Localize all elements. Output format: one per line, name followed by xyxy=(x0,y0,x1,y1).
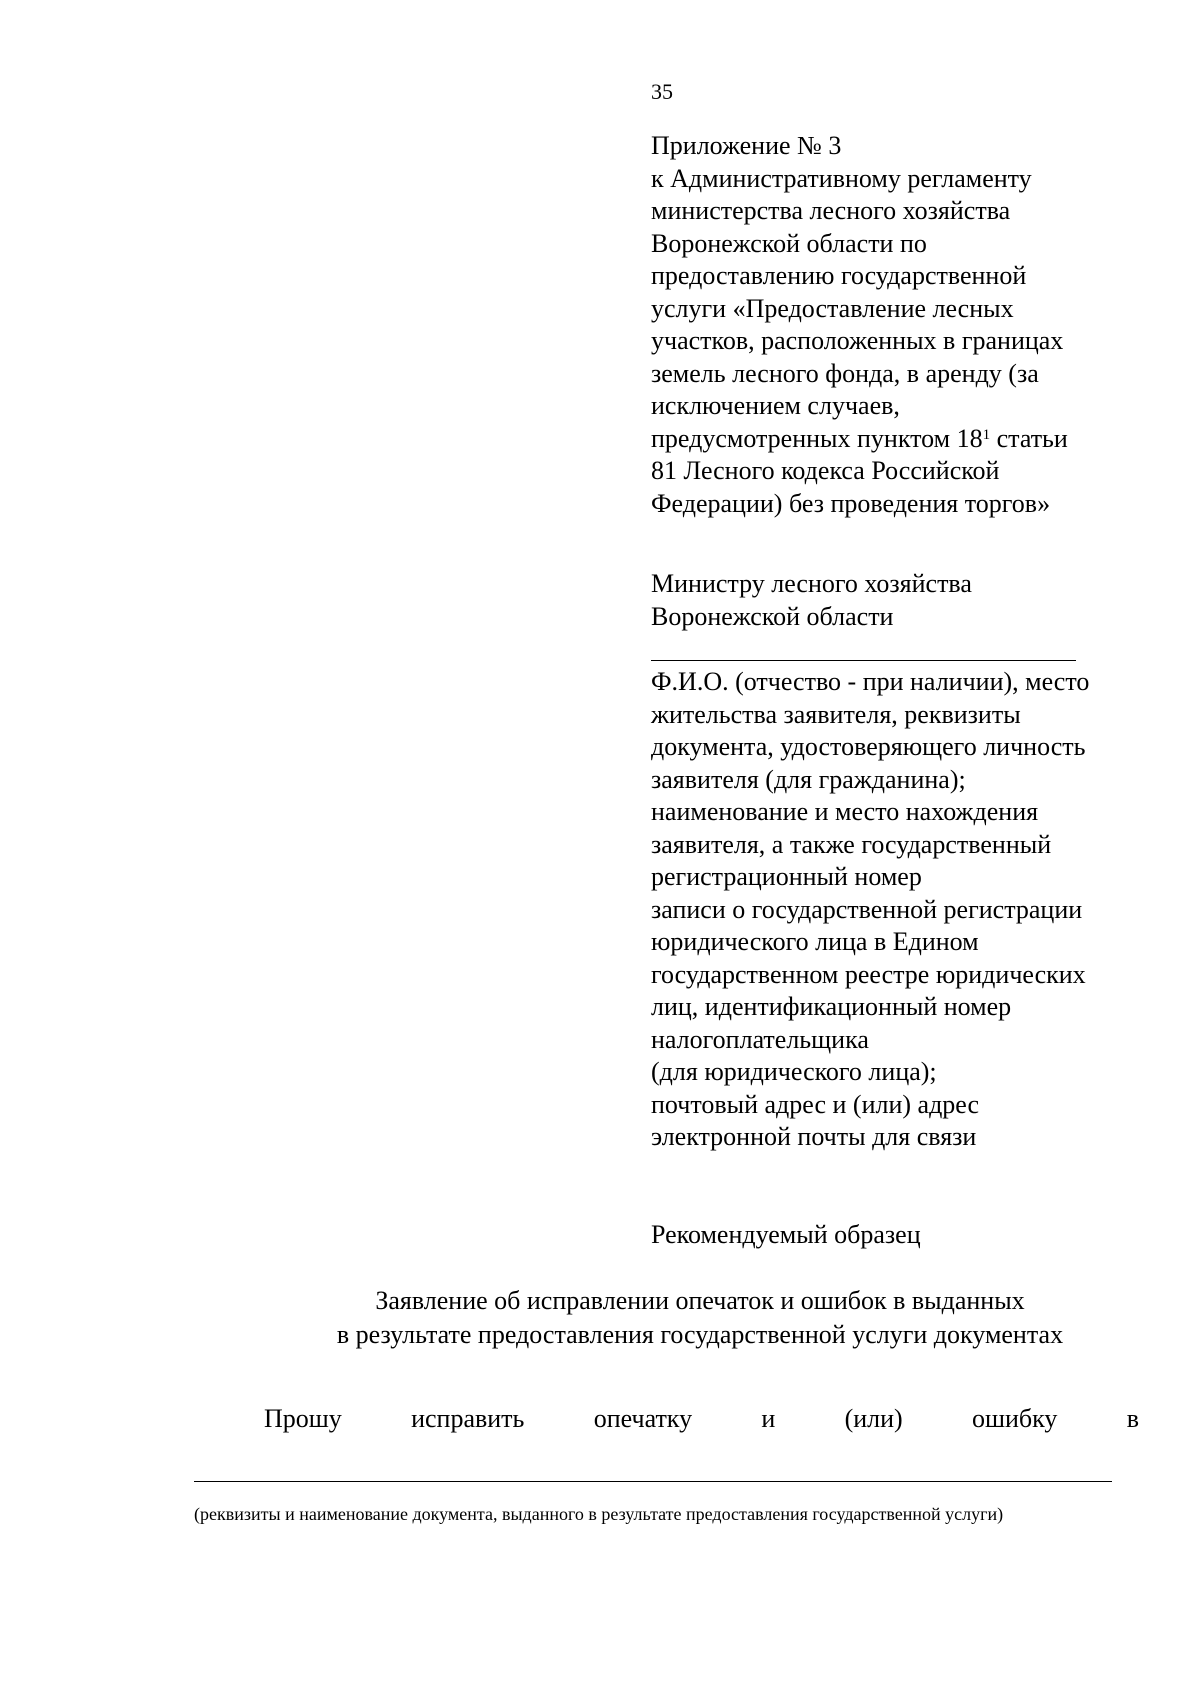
appendix-line-text: предусмотренных пунктом 18 xyxy=(651,423,983,453)
appendix-line: 81 Лесного кодекса Российской xyxy=(651,456,1000,485)
appendix-line-text: статьи xyxy=(990,423,1068,453)
appendix-line: Воронежской области по xyxy=(651,228,927,258)
addressee-block xyxy=(651,568,972,633)
page-number: 35 xyxy=(651,79,673,104)
appendix-line: участков, расположенных в границах xyxy=(651,326,1064,355)
appendix-line: предоставлению государственной xyxy=(651,261,1027,290)
superscript-number: 1 xyxy=(982,426,991,443)
addressee-line: Воронежской области xyxy=(651,601,894,631)
applicant-details-line: юридического лица в Едином xyxy=(651,927,979,956)
sample-note: Рекомендуемый образец xyxy=(651,1220,921,1249)
applicant-details-line: (для юридического лица); xyxy=(651,1057,937,1086)
request-word: ошибку xyxy=(971,1404,1058,1433)
applicant-details-line: почтовый адрес и (или) адрес xyxy=(651,1089,980,1119)
appendix-line: земель лесного фонда, в аренду (за xyxy=(651,358,1039,388)
applicant-details-line: государственном реестре юридических xyxy=(651,959,1086,989)
request-word: исправить xyxy=(411,1404,525,1433)
applicant-details-line: жительства заявителя, реквизиты xyxy=(651,699,1021,729)
appendix-line: Приложение № 3 xyxy=(651,131,842,160)
applicant-details-line: документа, удостоверяющего личность xyxy=(651,732,1086,761)
applicant-details-line: записи о государственной регистрации xyxy=(651,894,1083,924)
appendix-line: услуги «Предоставление лесных xyxy=(651,293,1014,323)
appendix-line: Федерации) без проведения торгов» xyxy=(651,488,1051,518)
applicant-fill-line xyxy=(651,660,1076,661)
addressee-line: Министру лесного хозяйства xyxy=(651,569,972,598)
request-word: опечатку xyxy=(593,1404,693,1433)
applicant-details-line: электронной почты для связи xyxy=(651,1122,977,1151)
applicant-details-line: регистрационный номер xyxy=(651,862,922,891)
request-word: и xyxy=(761,1404,776,1433)
request-word: Прошу xyxy=(264,1404,342,1433)
applicant-details-line: налогоплательщика xyxy=(651,1024,869,1054)
request-word: (или) xyxy=(844,1404,903,1433)
appendix-header xyxy=(651,130,1068,520)
document-fill-caption: (реквизиты и наименование документа, выданного в результате предоставления государственной услуги) xyxy=(194,1504,1004,1524)
request-sentence xyxy=(264,1402,1139,1436)
appendix-line: к Административному регламенту xyxy=(651,163,1032,193)
applicant-details-line: Ф.И.О. (отчество - при наличии), место xyxy=(651,667,1090,696)
document-title-line-2: в результате предоставления государственной услуги документах xyxy=(336,1320,1064,1349)
appendix-line-with-superscript xyxy=(651,423,1068,456)
applicant-details-line: лиц, идентификационный номер xyxy=(651,992,1012,1021)
applicant-details-line: заявителя (для гражданина); xyxy=(651,764,966,794)
applicant-details-line: заявителя, а также государственный xyxy=(651,829,1052,859)
applicant-details-block xyxy=(651,666,1089,1154)
appendix-line: исключением случаев, xyxy=(651,391,900,420)
document-title-line-1: Заявление об исправлении опечаток и ошибок в выданных xyxy=(375,1286,1025,1315)
request-word: в xyxy=(1126,1404,1139,1433)
document-fill-line xyxy=(194,1481,1112,1482)
appendix-line: министерства лесного хозяйства xyxy=(651,196,1011,225)
applicant-details-line: наименование и место нахождения xyxy=(651,797,1039,826)
